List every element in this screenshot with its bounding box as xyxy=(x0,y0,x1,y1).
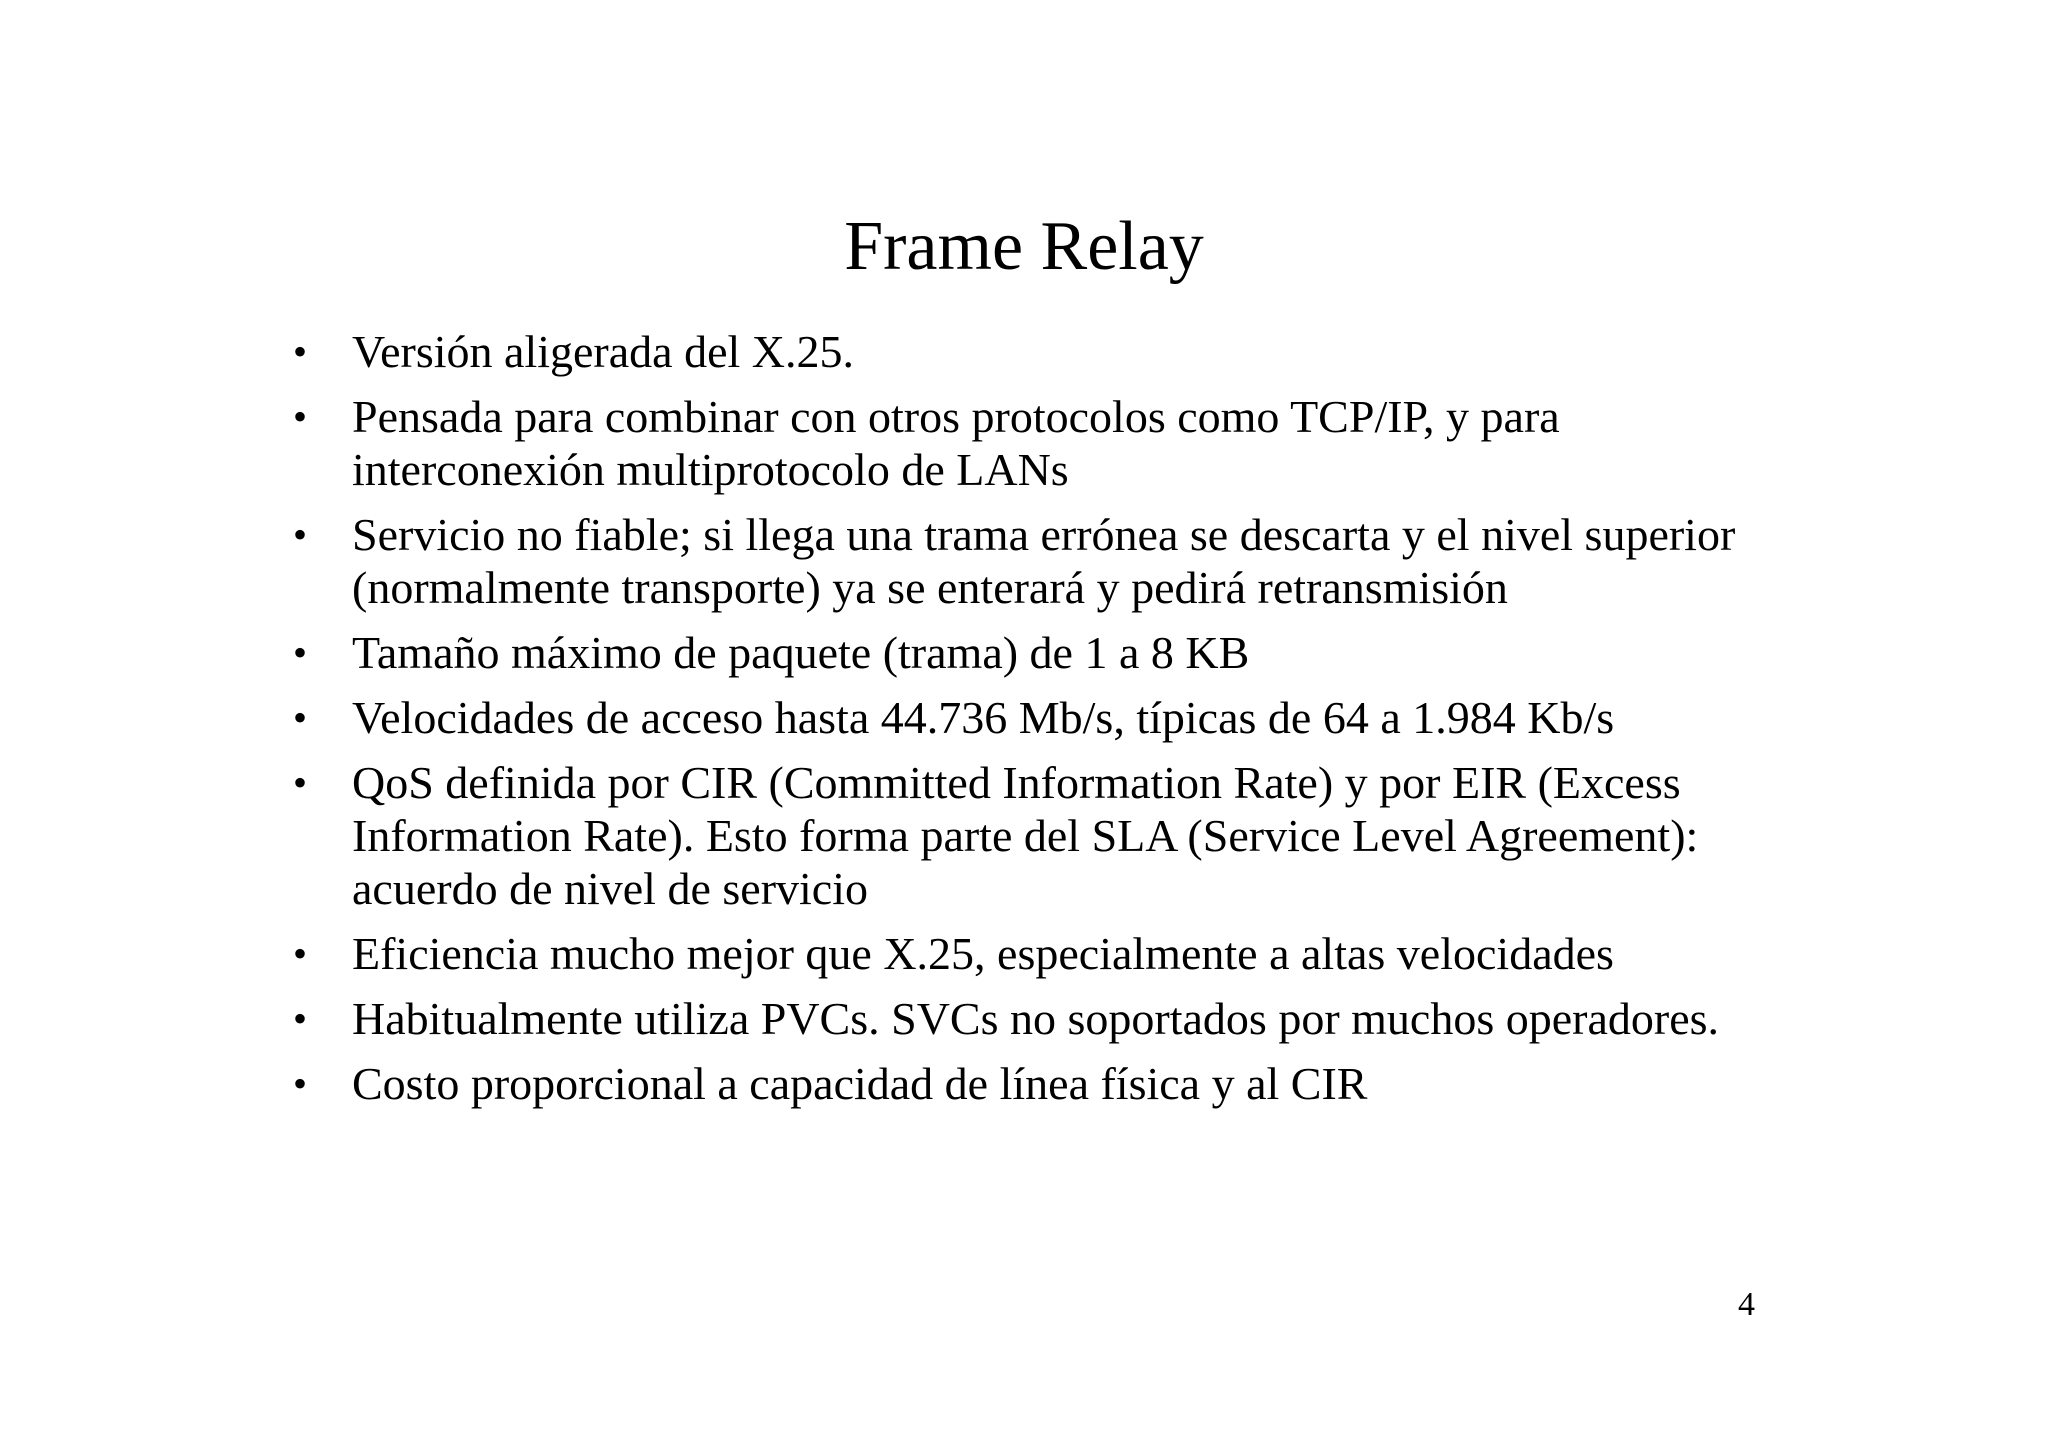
bullet-item xyxy=(281,325,1781,378)
bullet-icon: • xyxy=(293,931,308,976)
bullet-text: Habitualmente utiliza PVCs. SVCs no soportados por muchos operadores. xyxy=(352,993,1720,1044)
bullet-item xyxy=(281,626,1781,679)
bullet-icon: • xyxy=(293,695,308,740)
bullet-item xyxy=(281,992,1781,1045)
bullet-icon: • xyxy=(293,996,308,1041)
bullet-item xyxy=(281,756,1781,915)
bullet-icon: • xyxy=(293,394,308,439)
bullet-icon: • xyxy=(293,1061,308,1106)
bullet-text: Pensada para combinar con otros protocolos como TCP/IP, y para interconexión multiprotocolo de LANs xyxy=(352,391,1560,495)
bullet-item xyxy=(281,508,1781,614)
bullet-item xyxy=(281,1057,1781,1110)
bullet-text: Servicio no fiable; si llega una trama errónea se descarta y el nivel superior (normalmente transporte) ya se enterará y pedirá retransmisión xyxy=(352,509,1736,613)
bullet-text: Velocidades de acceso hasta 44.736 Mb/s, típicas de 64 a 1.984 Kb/s xyxy=(352,692,1615,743)
bullet-text: Tamaño máximo de paquete (trama) de 1 a 8 KB xyxy=(352,627,1250,678)
bullet-text: Versión aligerada del X.25. xyxy=(352,326,855,377)
bullet-item xyxy=(281,390,1781,496)
bullet-icon: • xyxy=(293,760,308,805)
bullet-text: Costo proporcional a capacidad de línea física y al CIR xyxy=(352,1058,1368,1109)
bullet-icon: • xyxy=(293,630,308,675)
bullet-text: Eficiencia mucho mejor que X.25, especialmente a altas velocidades xyxy=(352,928,1614,979)
bullet-icon: • xyxy=(293,512,308,557)
bullet-text: QoS definida por CIR (Committed Information Rate) y por EIR (Excess Information Rate). Esto forma parte del SLA (Service Level Agreement): acuerdo de nivel de servicio xyxy=(352,757,1699,914)
bullet-icon: • xyxy=(293,329,308,374)
page-number: 4 xyxy=(1738,1286,1755,1323)
bullet-item xyxy=(281,927,1781,980)
bullet-list xyxy=(281,325,1781,1122)
bullet-item xyxy=(281,691,1781,744)
slide-title: Frame Relay xyxy=(844,208,1204,285)
